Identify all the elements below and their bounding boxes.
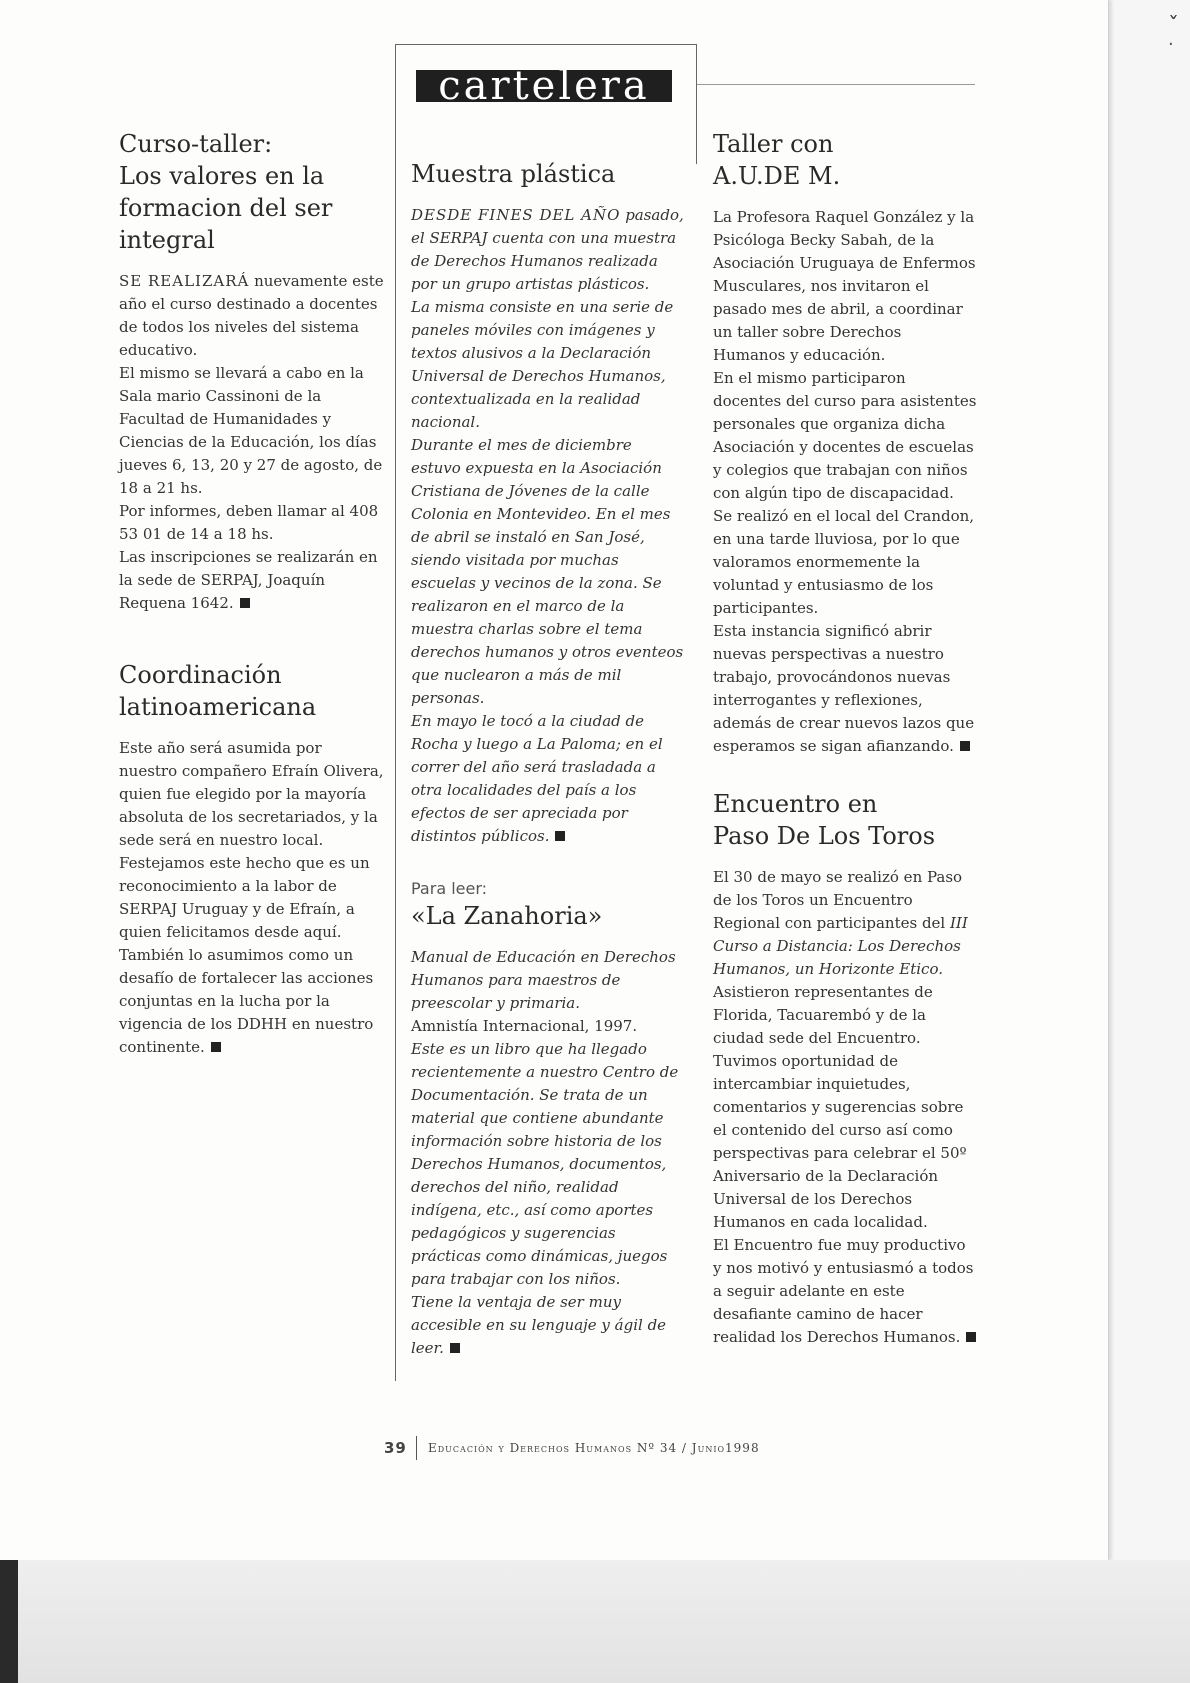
paragraph: SE REALIZARÁ nuevamente este año el curso destinado a docentes de todos los niveles del sistema educativo. xyxy=(119,272,384,359)
paragraph: Este es un libro que ha llegado recientemente a nuestro Centro de Documentación. Se trata de un material que contiene abundante información sobre historia de los Derechos Humanos, documentos, derechos del niño, realidad indígena, etc., así como aportes pedagógicos y sugerencias prácticas como dinámicas, juegos para trabajar con los niños. xyxy=(411,1040,679,1288)
article-title: Muestra plástica xyxy=(411,160,616,188)
paragraph: En mayo le tocó a la ciudad de Rocha y luego a La Paloma; en el correr del año será trasladada a otra localidades del país a los efectos de ser apreciada por distintos públicos. xyxy=(411,712,663,845)
corner-dot-icon: · xyxy=(1168,34,1174,55)
paragraph: Esta instancia significó abrir nuevas perspectivas a nuestro trabajo, provocándonos nuevas interrogantes y reflexiones, además de crear nuevos lazos que esperamos se sigan afianzando. xyxy=(713,622,975,755)
header-rule xyxy=(697,84,975,85)
frame-rule-left xyxy=(395,44,396,1381)
section-masthead: cartelera xyxy=(416,70,672,102)
page-footer xyxy=(384,1436,984,1466)
article-body xyxy=(119,270,384,615)
paragraph: Por informes, deben llamar al 408 53 01 de 14 a 18 hs. xyxy=(119,502,379,543)
paragraph: Amnistía Internacional, 1997. xyxy=(411,1017,638,1035)
article-muestra-plastica xyxy=(411,158,686,848)
paragraph: Las inscripciones se realizarán en la sede de SERPAJ, Joaquín Requena 1642. xyxy=(119,548,378,612)
article-title: Curso-taller: Los valores en la formacion del ser integral xyxy=(119,130,333,254)
paragraph: El mismo se llevará a cabo en la Sala mario Cassinoni de la Facultad de Humanidades y Ciencias de la Educación, los días jueves 6, 13, 20 y 27 de agosto, de 18 a 21 hs. xyxy=(119,364,383,497)
article-la-zanahoria xyxy=(411,878,686,1360)
page-number: 39 xyxy=(384,1439,407,1457)
article-kicker: Para leer: xyxy=(411,879,488,898)
scan-shadow xyxy=(0,1560,18,1683)
page-underside xyxy=(0,1560,1190,1683)
article-body xyxy=(119,737,384,1059)
end-square-icon xyxy=(966,1332,976,1342)
paragraph: Se realizó en el local del Crandon, en una tarde lluviosa, por lo que valoramos enormemente la voluntad y entusiasmo de los participantes. xyxy=(713,507,975,617)
end-square-icon xyxy=(211,1042,221,1052)
end-square-icon xyxy=(240,598,250,608)
paragraph: Manual de Educación en Derechos Humanos para maestros de preescolar y primaria. xyxy=(411,948,676,1012)
paragraph: La misma consiste en una serie de paneles móviles con imágenes y textos alusivos a la Declaración Universal de Derechos Humanos, contextualizada en la realidad nacional. xyxy=(411,298,674,431)
paragraph: El 30 de mayo se realizó en Paso de los Toros un Encuentro Regional con participantes del III Curso a Distancia: Los Derechos Humanos, un Horizonte Etico. Asistieron representantes de Florida, Tacuarembó y de la ciudad sede del Encuentro. xyxy=(713,868,968,1047)
paragraph: La Profesora Raquel González y la Psicóloga Becky Sabah, de la Asociación Uruguaya de Enfermos Musculares, nos invitaron el pasado mes de abril, a coordinar un taller sobre Derechos Humanos y educación. xyxy=(713,208,976,364)
paragraph: Tuvimos oportunidad de intercambiar inquietudes, comentarios y sugerencias sobre el contenido del curso así como perspectivas para celebrar el 50º Aniversario de la Declaración Universal de los Derechos Humanos en cada localidad. xyxy=(713,1052,967,1231)
article-title: Taller con A.U.DE M. xyxy=(713,130,841,190)
article-body xyxy=(411,204,686,848)
corner-mark-icon: ˇ xyxy=(1168,14,1179,39)
paragraph: DESDE FINES DEL AÑO pasado, el SERPAJ cuenta con una muestra de Derechos Humanos realizada por un grupo artistas plásticos. xyxy=(411,206,684,293)
end-square-icon xyxy=(555,831,565,841)
column-center xyxy=(411,158,686,1360)
footer-divider xyxy=(416,1436,417,1460)
article-body xyxy=(713,206,978,758)
article-coordinacion xyxy=(119,659,384,1059)
article-encuentro xyxy=(713,788,978,1349)
end-square-icon xyxy=(960,741,970,751)
article-body xyxy=(411,946,686,1360)
paragraph: Festejamos este hecho que es un reconocimiento a la labor de SERPAJ Uruguay y de Efraín, a quien felicitamos desde aquí. xyxy=(119,854,370,941)
frame-rule-right xyxy=(696,44,697,164)
paragraph: Tiene la ventaja de ser muy accesible en su lenguaje y ágil de leer. xyxy=(411,1293,667,1357)
page-edge-right xyxy=(1109,0,1190,1683)
article-taller-audem xyxy=(713,128,978,758)
frame-rule-top xyxy=(395,44,697,45)
publication-info: Educación y Derechos Humanos Nº 34 / Junio1998 xyxy=(428,1441,760,1455)
end-square-icon xyxy=(450,1343,460,1353)
article-title: Coordinación latinoamericana xyxy=(119,661,317,721)
paragraph: También lo asumimos como un desafío de fortalecer las acciones conjuntas en la lucha por la vigencia de los DDHH en nuestro continente. xyxy=(119,946,374,1056)
article-curso-taller xyxy=(119,128,384,615)
column-right xyxy=(713,128,978,1349)
paragraph: Este año será asumida por nuestro compañero Efraín Olivera, quien fue elegido por la mayoría absoluta de los secretariados, y la sede será en nuestro local. xyxy=(119,739,384,849)
paragraph: En el mismo participaron docentes del curso para asistentes personales que organiza dicha Asociación y docentes de escuelas y colegios que trabajan con niños con algún tipo de discapacidad. xyxy=(713,369,977,502)
paragraph: Durante el mes de diciembre estuvo expuesta en la Asociación Cristiana de Jóvenes de la calle Colonia en Montevideo. En el mes de abril se instaló en San José, siendo visitada por muchas escuelas y vecinos de la zona. Se realizaron en el marco de la muestra charlas sobre el tema derechos humanos y otros eventeos que nuclearon a más de mil personas. xyxy=(411,436,684,707)
column-left xyxy=(119,128,384,1059)
article-title: «La Zanahoria» xyxy=(411,902,603,930)
paragraph: El Encuentro fue muy productivo y nos motivó y entusiasmó a todos a seguir adelante en este desafiante camino de hacer realidad los Derechos Humanos. xyxy=(713,1234,978,1349)
article-title: Encuentro en Paso De Los Toros xyxy=(713,790,936,850)
article-body xyxy=(713,866,978,1349)
